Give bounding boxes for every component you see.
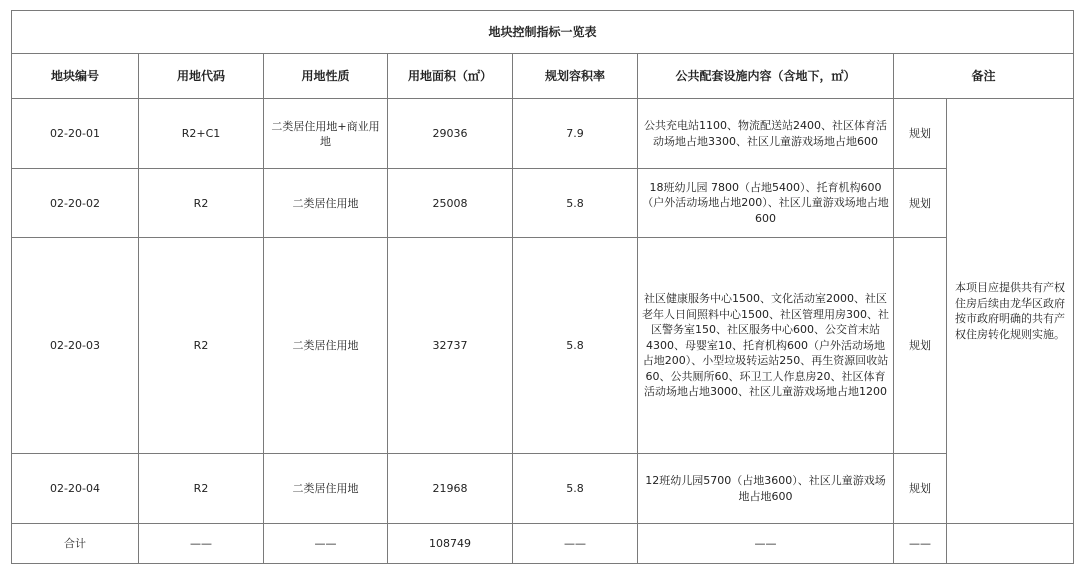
cell-land-area: 25008	[388, 169, 513, 238]
cell-land-code: R2	[139, 169, 264, 238]
cell-land-nature: 二类居住用地	[264, 238, 388, 454]
cell-land-nature: 二类居住用地+商业用地	[264, 99, 388, 169]
total-row	[12, 524, 1074, 564]
cell-status: 规划	[894, 99, 947, 169]
cell-land-area: 29036	[388, 99, 513, 169]
cell-remark: 本项目应提供共有产权住房后续由龙华区政府按市政府明确的共有产权住房转化规则实施。	[947, 99, 1074, 524]
cell-facilities: 12班幼儿园5700（占地3600）、社区儿童游戏场地占地600	[638, 454, 894, 524]
land-control-table	[11, 10, 1074, 564]
table-row	[12, 454, 1074, 524]
cell-plot-id: 02-20-03	[12, 238, 139, 454]
cell-plot-id: 02-20-04	[12, 454, 139, 524]
cell-total-remark	[947, 524, 1074, 564]
cell-land-area: 21968	[388, 454, 513, 524]
cell-total-label: 合计	[12, 524, 139, 564]
cell-land-code: R2	[139, 238, 264, 454]
header-plot-id: 地块编号	[12, 54, 139, 99]
header-facilities: 公共配套设施内容（含地下，㎡）	[638, 54, 894, 99]
cell-total-code: ——	[139, 524, 264, 564]
cell-plot-id: 02-20-02	[12, 169, 139, 238]
cell-far: 5.8	[513, 169, 638, 238]
cell-land-code: R2	[139, 454, 264, 524]
header-land-code: 用地代码	[139, 54, 264, 99]
cell-status: 规划	[894, 454, 947, 524]
table-row	[12, 169, 1074, 238]
header-far: 规划容积率	[513, 54, 638, 99]
table-row	[12, 238, 1074, 454]
cell-facilities: 社区健康服务中心1500、文化活动室2000、社区老年人日间照料中心1500、社区管理用房300、社区警务室150、社区服务中心600、公交首末站4300、母婴室10、托育机构600（户外活动场地占地200）、小型垃圾转运站250、再生资源回收站60、公共厕所60、环卫工人作息房20、社区体育活动场地占地3000、社区儿童游戏场地占地1200	[638, 238, 894, 454]
land-control-table-container	[11, 10, 1074, 564]
cell-plot-id: 02-20-01	[12, 99, 139, 169]
header-land-area: 用地面积（㎡）	[388, 54, 513, 99]
cell-total-facilities: ——	[638, 524, 894, 564]
cell-land-area: 32737	[388, 238, 513, 454]
cell-status: 规划	[894, 169, 947, 238]
table-row	[12, 99, 1074, 169]
header-land-nature: 用地性质	[264, 54, 388, 99]
header-row	[12, 54, 1074, 99]
cell-far: 5.8	[513, 238, 638, 454]
cell-status: 规划	[894, 238, 947, 454]
cell-total-area: 108749	[388, 524, 513, 564]
cell-far: 7.9	[513, 99, 638, 169]
cell-facilities: 公共充电站1100、物流配送站2400、社区体育活动场地占地3300、社区儿童游戏场地占地600	[638, 99, 894, 169]
table-title: 地块控制指标一览表	[12, 11, 1074, 54]
cell-total-status: ——	[894, 524, 947, 564]
cell-total-far: ——	[513, 524, 638, 564]
cell-far: 5.8	[513, 454, 638, 524]
cell-land-nature: 二类居住用地	[264, 169, 388, 238]
header-remark: 备注	[894, 54, 1074, 99]
title-row	[12, 11, 1074, 54]
cell-total-nature: ——	[264, 524, 388, 564]
cell-land-code: R2+C1	[139, 99, 264, 169]
cell-land-nature: 二类居住用地	[264, 454, 388, 524]
cell-facilities: 18班幼儿园 7800（占地5400）、托育机构600（户外活动场地占地200）、社区儿童游戏场地占地600	[638, 169, 894, 238]
